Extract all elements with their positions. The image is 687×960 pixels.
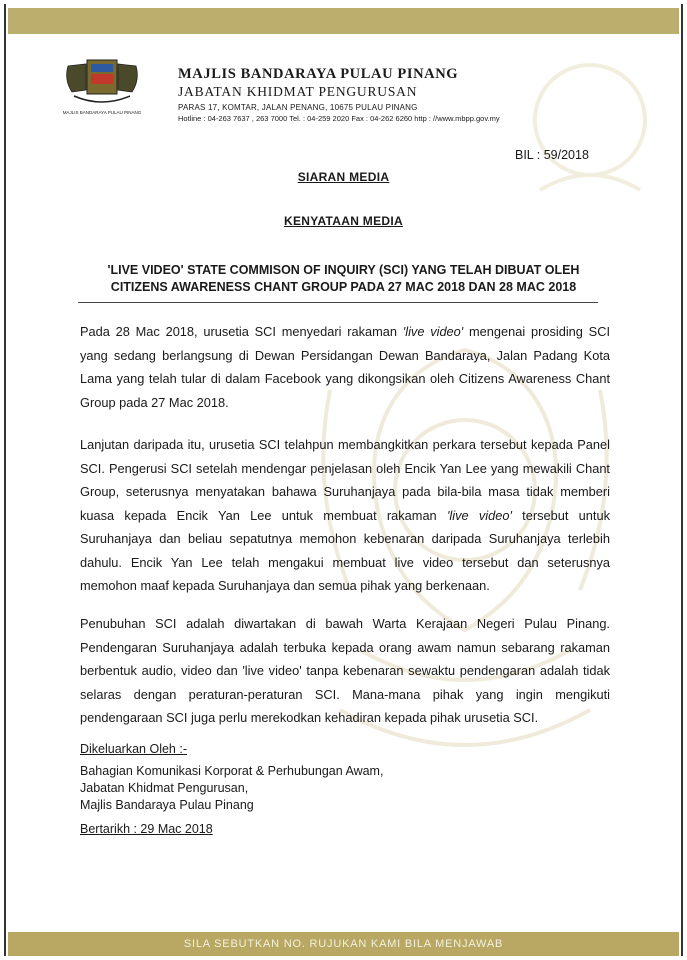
- department-name: JABATAN KHIDMAT PENGURUSAN: [178, 84, 418, 99]
- crest-caption: MAJLIS BANDARAYA PULAU PINANG: [62, 110, 142, 115]
- paragraph-2-text-b: tersebut untuk Suruhanjaya dan beliau sepatutnya memohon kebenaran daripada Suruhanjaya terlebih dahulu. Encik Yan Lee telah mengakui membuat live video tersebut dan seterusnya memohon maaf kepada Suruhanjaya dan semua pihak yang berkenaan.: [80, 507, 610, 593]
- left-border: [4, 4, 6, 956]
- footer-bar: SILA SEBUTKAN NO. RUJUKAN KAMI BILA MENJAWAB: [8, 932, 679, 956]
- headline-line-1: 'LIVE VIDEO' STATE COMMISON OF INQUIRY (SCI) YANG TELAH DIBUAT OLEH: [107, 263, 580, 277]
- paragraph-1: [80, 320, 610, 414]
- organization-name: MAJLIS BANDARAYA PULAU PINANG: [178, 66, 459, 82]
- issued-by-line-2: Jabatan Khidmat Pengurusan,: [80, 781, 249, 795]
- divider: [78, 302, 598, 303]
- top-gold-bar: [8, 8, 679, 34]
- issued-by-label: Dikeluarkan Oleh :-: [80, 742, 187, 756]
- subtitle: KENYATAAN MEDIA: [284, 214, 403, 228]
- headline: [0, 262, 687, 296]
- section-title: SIARAN MEDIA: [297, 170, 390, 184]
- paragraph-1-text-b: mengenai prosiding SCI yang sedang berlangsung di Dewan Persidangan Dewan Bandaraya, Jalan Padang Kota Lama yang telah tular di dalam Facebook yang dikongsikan oleh Citizens Awareness Chant Group pada 27 Mac 2018.: [80, 324, 610, 410]
- paragraph-3: Penubuhan SCI adalah diwartakan di bawah Warta Kerajaan Negeri Pulau Pinang. Pendengaran Suruhanjaya adalah terbuka kepada orang awam namun sebarang rakaman berbentuk audio, video dan 'live video' tanpa kebenaran sewaktu pendengaran adalah tidak selaras dengan peraturan-peraturan SCI. Mana-mana pihak yang ingin mengikuti pendengaraan SCI juga perlu merekodkan kehadiran kepada pihak urusetia SCI.: [80, 616, 610, 725]
- paragraph-2-emphasis: 'live video': [446, 507, 512, 523]
- address: PARAS 17, KOMTAR, JALAN PENANG, 10675 PULAU PINANG: [178, 103, 418, 112]
- paragraph-1-emphasis: 'live video': [402, 324, 464, 339]
- paragraph-1-text-a: Pada 28 Mac 2018, urusetia SCI menyedari rakaman: [80, 324, 403, 339]
- paragraph-2-text-a: Lanjutan daripada itu, urusetia SCI telahpun membangkitkan perkara tersebut kepada Panel SCI. Pengerusi SCI setelah mendengar penjelasan oleh Encik Yan Lee yang mewakili Chant Group, seterusnya menyatakan bahawa Suruhanjaya pada bila-bila masa tidak memberi kuasa kepada Encik Yan Lee untuk membuat rakaman: [80, 437, 610, 523]
- issue-date: Bertarikh : 29 Mac 2018: [80, 822, 213, 836]
- contact-info: Hotline : 04-263 7637 , 263 7000 Tel. : 04-259 2020 Fax : 04-262 6260 http : //www.mbpp.gov.my: [178, 114, 500, 123]
- right-border: [681, 4, 683, 956]
- crest-logo: [62, 56, 142, 118]
- issued-by-line-1: Bahagian Komunikasi Korporat & Perhubungan Awam,: [80, 764, 384, 778]
- paragraph-2: [80, 433, 610, 598]
- reference-number: BIL : 59/2018: [515, 148, 589, 162]
- headline-line-2: CITIZENS AWARENESS CHANT GROUP PADA 27 MAC 2018 DAN 28 MAC 2018: [110, 280, 577, 294]
- letterhead: [178, 66, 500, 123]
- corner-watermark: [500, 40, 680, 210]
- issued-by-line-3: Majlis Bandaraya Pulau Pinang: [80, 798, 254, 812]
